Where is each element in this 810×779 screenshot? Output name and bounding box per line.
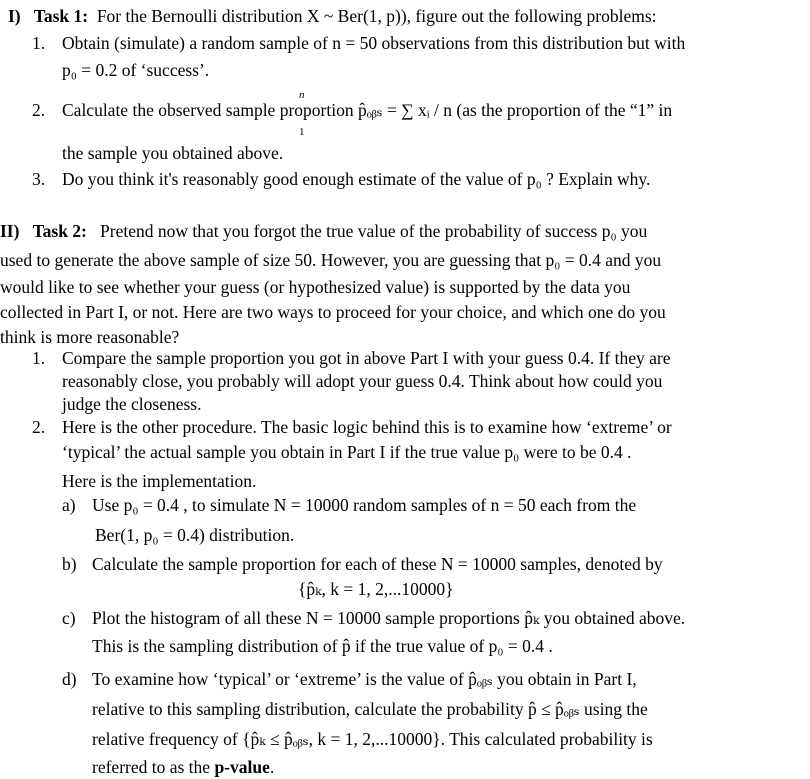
- task2-item1-line: Compare the sample proportion you got in above Part I with your guess 0.4. If they are: [62, 348, 671, 368]
- task1-intro: For the Bernoulli distribution X ~ Ber(1, p)), figure out the following problems:: [96, 6, 657, 26]
- p-value-term: p-value: [214, 757, 270, 777]
- subitem-d-line: To examine how ‘typical’ or ‘extreme’ is the value of p̂ₒᵦₛ you obtain in Part I,: [92, 669, 637, 689]
- subitem-b-formula: {p̂ₖ, k = 1, 2,...10000}: [298, 579, 454, 599]
- task2-intro-line: collected in Part I, or not. Here are two ways to proceed for your choice, and which one do you: [0, 302, 666, 322]
- task2-title: Task 2:: [32, 221, 87, 241]
- subitem-a-label: a): [62, 495, 76, 515]
- task1-title: Task 1:: [33, 6, 89, 26]
- subitem-d-last-line: [92, 756, 274, 778]
- task2-item1-line: judge the closeness.: [62, 394, 202, 414]
- task2-intro-line: think is more reasonable?: [0, 327, 180, 347]
- task1-item2-line: the sample you obtained above.: [62, 143, 284, 163]
- task2-item1-num: 1.: [32, 348, 46, 368]
- subitem-c-line: Plot the histogram of all these N = 10000 sample proportions p̂ₖ you obtained above.: [92, 608, 686, 628]
- task1-item2-num: 2.: [32, 100, 46, 120]
- subitem-b-line: Calculate the sample proportion for each of these N = 10000 samples, denoted by: [92, 554, 663, 574]
- task2-item2-line: Here is the other procedure. The basic logic behind this is to examine how ‘extreme’ or: [62, 417, 672, 437]
- sum-lower-limit: 1: [299, 126, 305, 138]
- subitem-d-label: d): [62, 669, 77, 689]
- task2-label: II): [0, 221, 20, 241]
- task2-item1-line: reasonably close, you probably will adopt your guess 0.4. Think about how could you: [62, 371, 663, 391]
- subitem-c-line: This is the sampling distribution of p̂ if the true value of p₀ = 0.4 .: [92, 636, 553, 656]
- task2-intro-line: would like to see whether your guess (or hypothesized value) is supported by the data you: [0, 277, 631, 297]
- subitem-a-line: Use p₀ = 0.4 , to simulate N = 10000 random samples of n = 50 each from the: [92, 495, 637, 515]
- task1-item1-line: p₀ = 0.2 of ‘success’.: [62, 60, 210, 80]
- sum-upper-limit: n: [299, 89, 305, 101]
- task1-label: I): [8, 6, 21, 26]
- task2-item2-line: Here is the implementation.: [62, 471, 257, 491]
- subitem-c-label: c): [62, 608, 76, 628]
- task1-item1-line: Obtain (simulate) a random sample of n = 50 observations from this distribution but with: [62, 33, 686, 53]
- subitem-d-line: relative to this sampling distribution, calculate the probability p̂ ≤ p̂ₒᵦₛ using the: [92, 699, 648, 719]
- task2-heading: [0, 220, 647, 242]
- subitem-b-label: b): [62, 554, 77, 574]
- task2-item2-line: ‘typical’ the actual sample you obtain in Part I if the true value p₀ were to be 0.4 .: [62, 442, 632, 462]
- task1-heading: [8, 5, 657, 27]
- task1-item3-num: 3.: [32, 169, 46, 189]
- task2-intro-line: Pretend now that you forgot the true value of the probability of success p₀ you: [100, 221, 648, 241]
- task2-item2-num: 2.: [32, 417, 46, 437]
- subitem-d-line: referred to as the: [92, 757, 215, 777]
- task2-intro-line: used to generate the above sample of size 50. However, you are guessing that p₀ = 0.4 and you: [0, 250, 662, 270]
- subitem-a-line: Ber(1, p₀ = 0.4) distribution.: [95, 525, 295, 545]
- subitem-d-line: relative frequency of {p̂ₖ ≤ p̂ₒᵦₛ, k = 1, 2,...10000}. This calculated probability is: [92, 729, 653, 749]
- task1-item3-line: Do you think it's reasonably good enough estimate of the value of p₀ ? Explain why.: [62, 169, 651, 189]
- task1-item1-num: 1.: [32, 33, 46, 53]
- task1-item2-line: Calculate the observed sample proportion p̂ₒᵦₛ = ∑ xᵢ / n (as the proportion of the “1” in: [62, 100, 673, 120]
- sentence-end: .: [269, 757, 275, 777]
